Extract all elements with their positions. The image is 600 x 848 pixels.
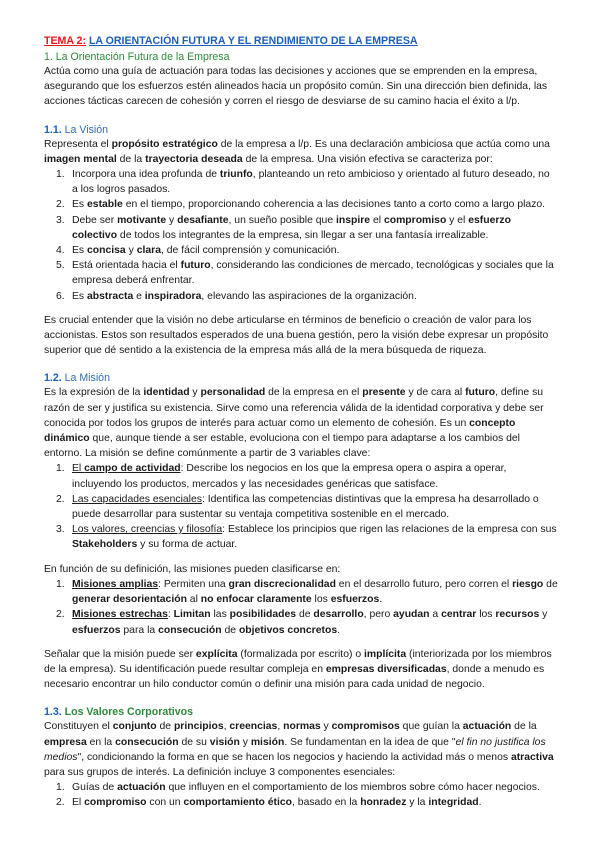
list-item: 1. Guías de actuación que influyen en el comportamiento de los miembros sobre cómo hacer negocios. [56, 782, 540, 794]
vision-heading: 1.1. La Visión [44, 123, 109, 136]
list-item: 3. Debe ser motivante y desafiante, un sueño posible que inspire el compromiso y el esfuerzo colectivo de todos los integrantes de la empresa, sin llegar a ser una fantasía irrealizable. [56, 214, 511, 241]
list-item: 2. Misiones estrechas: Limitan las posibilidades de desarrollo, pero ayudan a centrar los recursos y esfuerzos para la consecución de objetivos concretos. [56, 609, 548, 636]
valores-heading: 1.3. Los Valores Corporativos [44, 706, 193, 719]
vision-paragraph-2: Es crucial entender que la visión no debe articularse en términos de beneficio o creación de valor para los accionistas. Estos son resultados esperados de una buena gestión, pero la visión debe expresar un propósito superior que dé sentido a la existencia de la empresa más allá de la mera búsqueda de riqueza. [44, 314, 549, 357]
valores-list [44, 780, 558, 810]
section-1-heading: 1. La Orientación Futura de la Empresa [44, 51, 230, 63]
list-item: 2. El compromiso con un comportamiento ético, basado en la honradez y la integridad. [56, 797, 482, 809]
list-item: 3. Los valores, creencias y filosofía: Establece los principios que rigen las relaciones de la empresa con sus Stakeholders y su forma de actuar. [56, 524, 557, 551]
list-item: 1. Incorpora una idea profunda de triunfo, planteando un reto ambicioso y orientado al futuro deseado, no a los logros pasados. [56, 169, 550, 196]
list-item: 5. Está orientada hacia el futuro, considerando las condiciones de mercado, tecnológicas y sociales que la empresa deberá enfrentar. [56, 260, 554, 287]
mision-heading: 1.2. La Misión [44, 372, 110, 385]
title-text: LA ORIENTACIÓN FUTURA Y EL RENDIMIENTO DE LA EMPRESA [88, 35, 418, 47]
list-item: 2. Las capacidades esenciales: Identifica las competencias distintivas que la empresa ha desarrollado o puede desarrollar para sustentar su ventaja competitiva sostenible en el mercado. [56, 493, 539, 521]
mision-types-list [44, 577, 558, 638]
vision-paragraph-1: Representa el propósito estratégico de la empresa a l/p. Es una declaración ambiciosa que actúa como una imagen mental de la trayectoria deseada de la empresa. Una visión efectiva se caracteriza por: [44, 138, 550, 165]
list-item: 4. Es concisa y clara, de fácil comprensión y comunicación. [56, 245, 340, 257]
mision-paragraph-3: Señalar que la misión puede ser explícita (formalizada por escrito) o implícita (interiorizada por los miembros de la empresa). Su identificación puede resultar compleja en empresas diversificadas, donde a menudo es necesario encontrar un hilo conductor común o definir una misión para cada unidad de negocio. [44, 648, 552, 691]
vision-list [44, 167, 558, 304]
valores-paragraph-1: Constituyen el conjunto de principios, creencias, normas y compromisos que guían la actuación de la empresa en la consecución de su visión y misión. Se fundamentan en la idea de que "el fin no justifica los medios", condicionando la forma en que se hacen los negocios y haciendo la actividad más o menos atractiva para sus grupos de interés. La definición incluye 3 componentes esenciales: [44, 721, 554, 778]
list-item: 6. Es abstracta e inspiradora, elevando las aspiraciones de la organización. [56, 290, 417, 302]
section-1-body: Actúa como una guía de actuación para todas las decisiones y acciones que se emprenden en la empresa, asegurando que los esfuerzos estén alineados hacia un propósito común. Sin una dirección bien definida, las acciones tácticas carecen de cohesión y corren el riesgo de desviarse de su camino hacia el éxito a l/p. [44, 66, 548, 108]
list-item: 1. El campo de actividad: Describe los negocios en los que la empresa opera o aspira a operar, incluyendo los productos, mercados y las necesidades genéricas que satisface. [56, 463, 507, 490]
mision-paragraph-1: Es la expresión de la identidad y personalidad de la empresa en el presente y de cara al futuro, define su razón de ser y justifica su existencia. Sirve como una referencia válida de la identidad corporativa y debe ser conocida por todos los grupos de interés para actuar como un elemento de cohesión. Es un concepto dinámico que, aunque tiende a ser estable, evoluciona con el tiempo para adaptarse a los cambios del entorno. La misión se define comúnmente a partir de 3 variables clave: [44, 387, 544, 460]
page-title [44, 34, 558, 49]
list-item: 2. Es estable en el tiempo, proporcionando coherencia a las decisiones tanto a corto como a largo plazo. [56, 199, 546, 211]
list-item: 1. Misiones amplias: Permiten una gran discrecionalidad en el desarrollo futuro, pero corren el riesgo de generar desorientación al no enfocar claramente los esfuerzos. [56, 578, 558, 606]
mision-paragraph-2: En función de su definición, las misiones pueden clasificarse en: [44, 563, 341, 575]
mision-variables-list [44, 461, 558, 552]
title-tema: TEMA 2: [44, 35, 86, 47]
